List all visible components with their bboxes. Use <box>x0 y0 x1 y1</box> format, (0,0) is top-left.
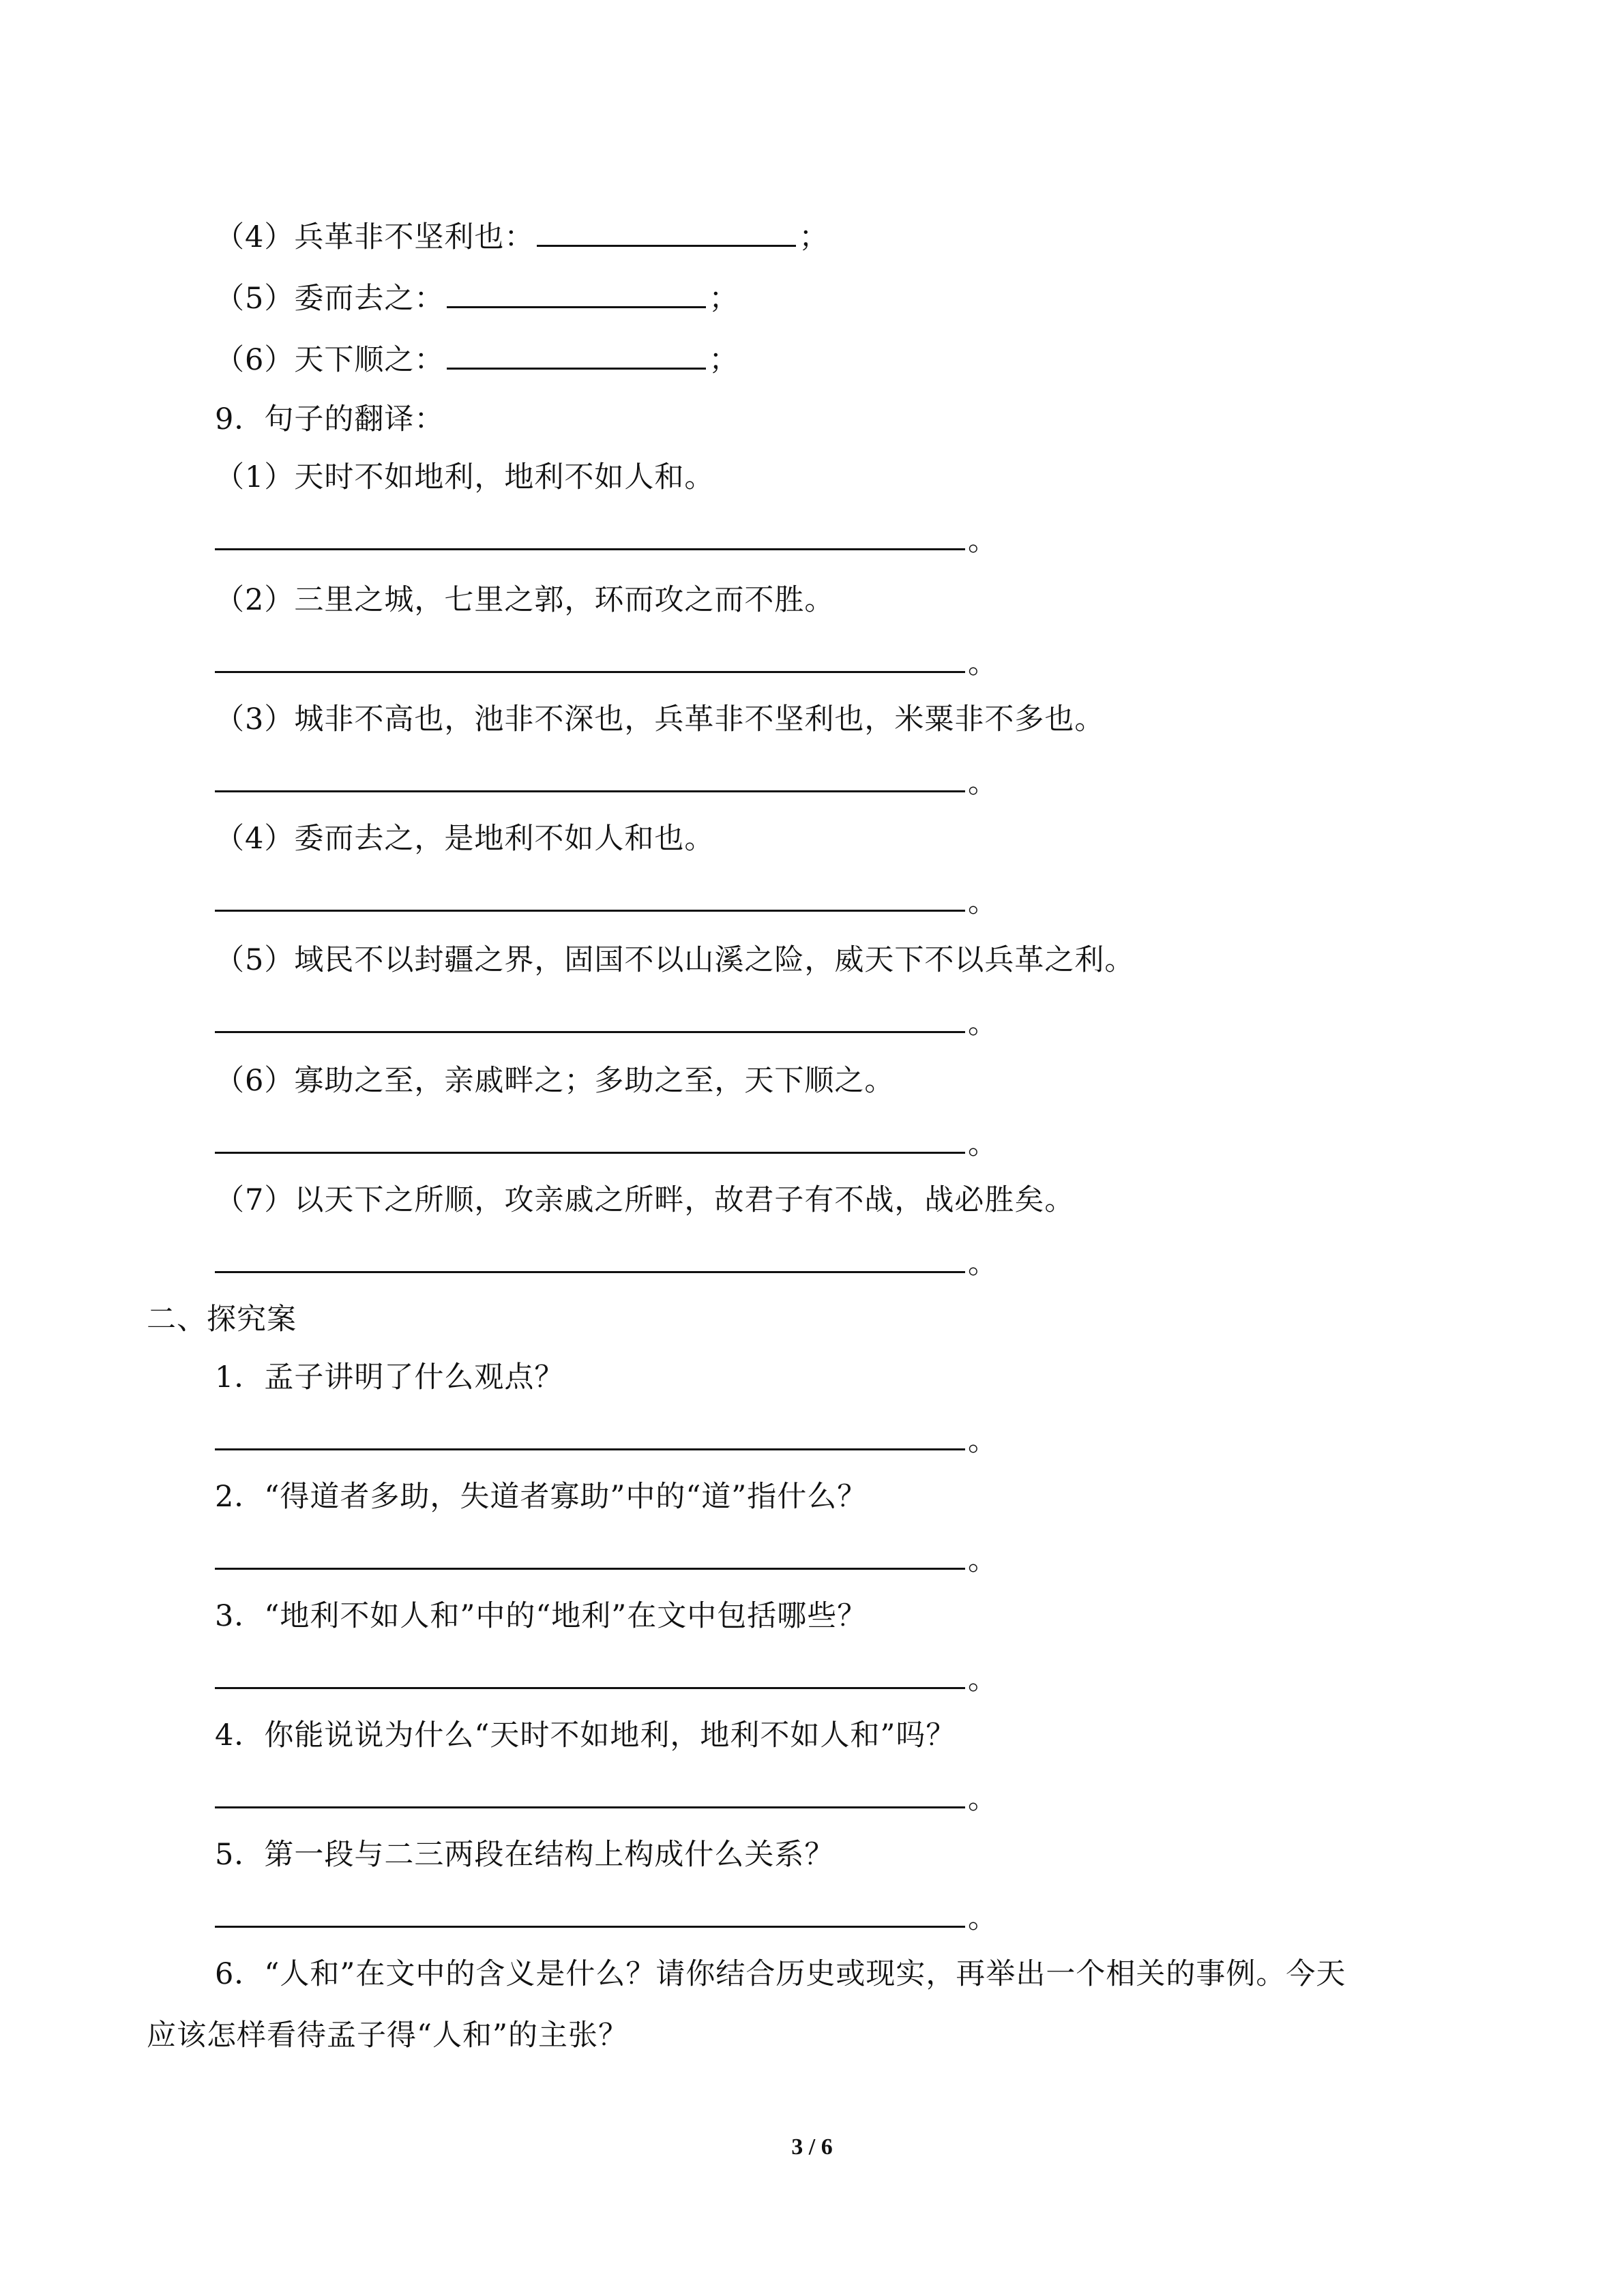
answer-blank[interactable] <box>215 1538 965 1570</box>
period: 。 <box>968 646 998 681</box>
answer-blank[interactable] <box>215 1418 965 1450</box>
word-item-label: （5）委而去之： <box>215 282 445 316</box>
answer-line-s4 <box>215 880 998 923</box>
page-number: 3 / 6 <box>791 2134 833 2160</box>
punctuation: ； <box>709 343 739 377</box>
answer-blank[interactable] <box>215 518 965 550</box>
answer-line-q2 <box>215 1538 998 1581</box>
answer-line-s5 <box>215 1001 998 1044</box>
inquiry-question-2: 2．“得道者多助，失道者寡助”中的“道”指什么？ <box>215 1480 868 1514</box>
answer-line-s1 <box>215 518 998 561</box>
word-item-label: （6）天下顺之： <box>215 343 445 377</box>
answer-blank[interactable] <box>215 641 965 673</box>
punctuation: ； <box>709 282 739 316</box>
inquiry-question-5: 5．第一段与二三两段在结构上构成什么关系？ <box>215 1838 835 1872</box>
answer-blank[interactable] <box>215 880 965 912</box>
answer-line-q5 <box>215 1896 998 1939</box>
word-item-label: （4）兵革非不坚利也： <box>215 220 535 254</box>
period: 。 <box>968 1424 998 1458</box>
period: 。 <box>968 885 998 919</box>
answer-blank[interactable] <box>215 1001 965 1033</box>
answer-blank[interactable] <box>215 1776 965 1808</box>
inquiry-question-3: 3．“地利不如人和”中的“地利”在文中包括哪些？ <box>215 1599 868 1633</box>
answer-line-q3 <box>215 1657 998 1700</box>
inquiry-question-4: 4．你能说说为什么“天时不如地利，地利不如人和”吗？ <box>215 1718 956 1753</box>
period: 。 <box>968 524 998 558</box>
section-title: 二、探究案 <box>147 1302 297 1337</box>
sentence-2: （2）三里之城，七里之郭，环而攻之而不胜。 <box>215 583 835 617</box>
period: 。 <box>968 1901 998 1935</box>
answer-line-s7 <box>215 1241 998 1284</box>
inquiry-question-1: 1．孟子讲明了什么观点？ <box>215 1360 565 1395</box>
word-item-5 <box>215 276 739 319</box>
period: 。 <box>968 1007 998 1041</box>
period: 。 <box>968 1782 998 1816</box>
answer-blank[interactable] <box>215 760 965 792</box>
answer-blank[interactable] <box>447 338 706 370</box>
sentence-4: （4）委而去之，是地利不如人和也。 <box>215 822 715 856</box>
answer-line-s6 <box>215 1122 998 1165</box>
period: 。 <box>968 1247 998 1281</box>
period: 。 <box>968 1663 998 1697</box>
sentence-6: （6）寡助之至，亲戚畔之；多助之至，天下顺之。 <box>215 1064 895 1098</box>
answer-blank[interactable] <box>537 215 796 247</box>
punctuation: ； <box>799 220 829 254</box>
inquiry-question-6-line1: 6．“人和”在文中的含义是什么？请你结合历史或现实，再举出一个相关的事例。今天 <box>215 1957 1346 1991</box>
sentence-5: （5）域民不以封疆之界，固国不以山溪之险，威天下不以兵革之利。 <box>215 943 1135 977</box>
answer-blank[interactable] <box>215 1896 965 1928</box>
period: 。 <box>968 766 998 800</box>
answer-blank[interactable] <box>215 1657 965 1689</box>
sentence-7: （7）以天下之所顺，攻亲戚之所畔，故君子有不战，战必胜矣。 <box>215 1183 1075 1217</box>
word-item-6 <box>215 338 739 381</box>
answer-line-s3 <box>215 760 998 803</box>
period: 。 <box>968 1127 998 1161</box>
period: 。 <box>968 1543 998 1577</box>
answer-blank[interactable] <box>215 1241 965 1273</box>
sentence-1: （1）天时不如地利，地利不如人和。 <box>215 460 715 494</box>
answer-line-s2 <box>215 641 998 684</box>
answer-blank[interactable] <box>447 276 706 308</box>
answer-line-q4 <box>215 1776 998 1819</box>
word-item-4 <box>215 215 829 258</box>
question-9-title: 9．句子的翻译： <box>215 402 445 436</box>
answer-line-q1 <box>215 1418 998 1461</box>
inquiry-question-6-line2: 应该怎样看待孟子得“人和”的主张？ <box>147 2018 628 2053</box>
sentence-3: （3）城非不高也，池非不深也，兵革非不坚利也，米粟非不多也。 <box>215 702 1105 736</box>
answer-blank[interactable] <box>215 1122 965 1154</box>
